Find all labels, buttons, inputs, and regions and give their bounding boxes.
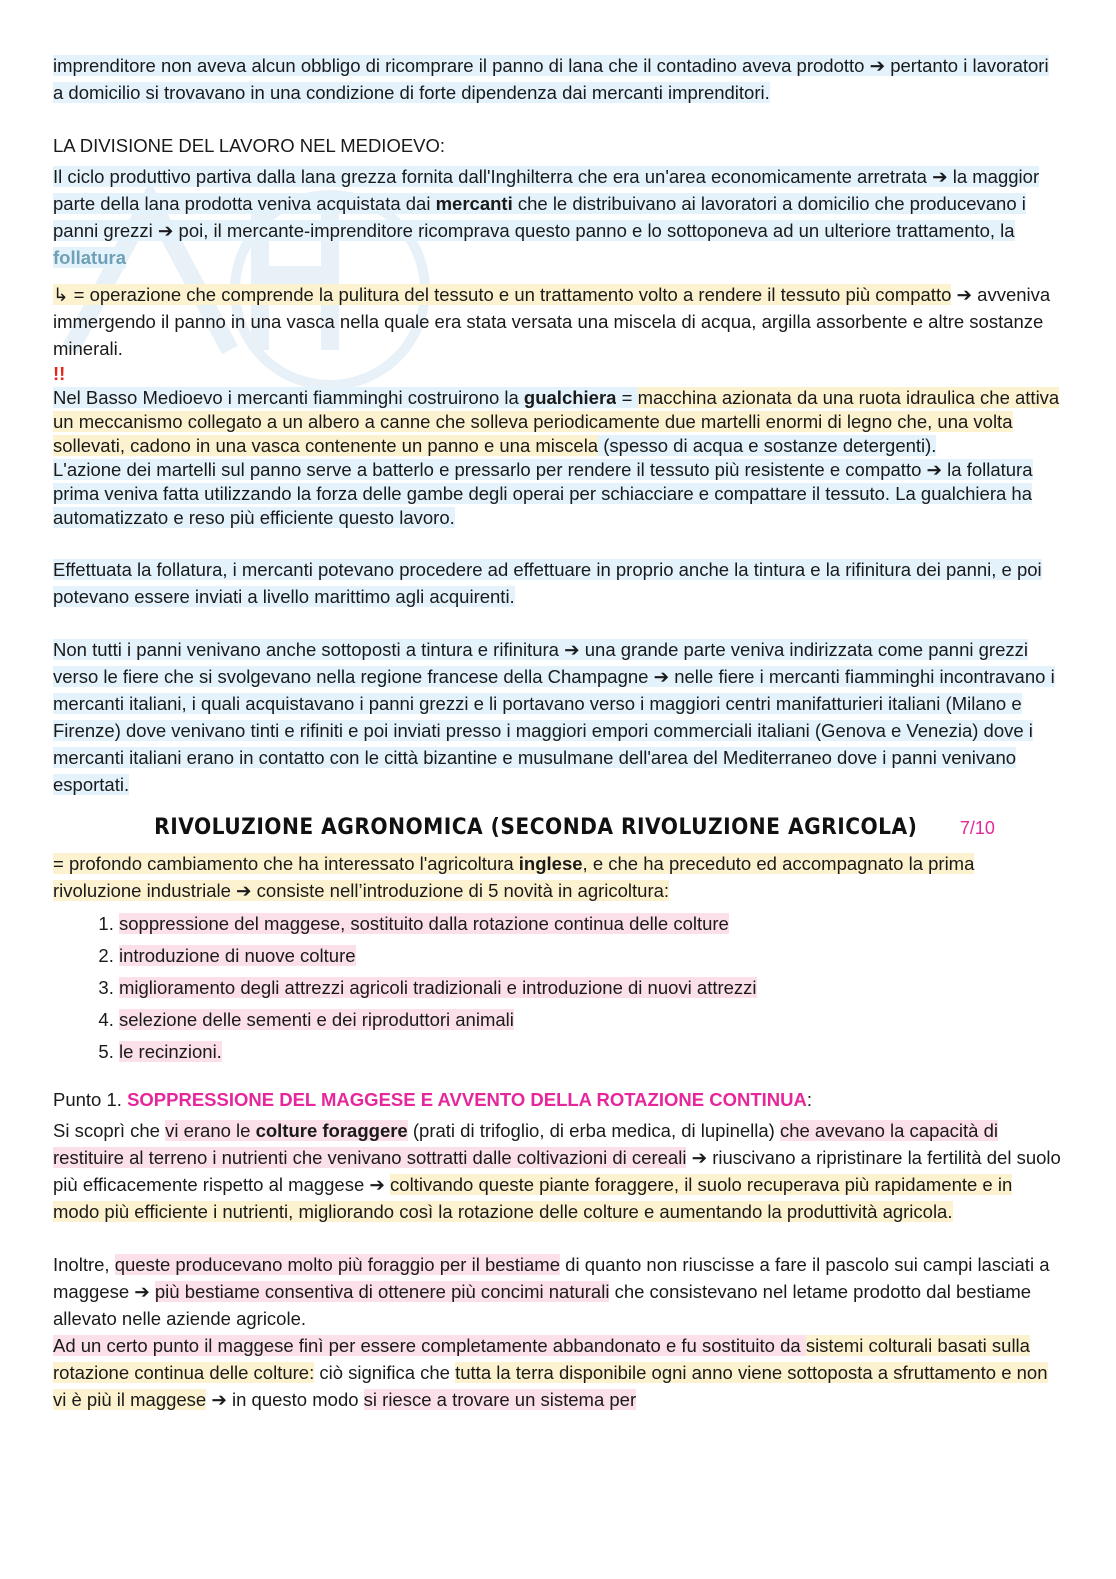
paragraph-tintura — [53, 556, 1063, 610]
list-item — [119, 972, 1063, 1004]
q2-text-d: più bestiame consentiva di ottenere più concimi naturali — [154, 1281, 610, 1302]
paragraph-rivoluzione-intro — [53, 850, 1063, 904]
gualchiera-text-a: Nel Basso Medioevo i mercanti fiamminghi costruirono la — [53, 387, 524, 408]
q3-text-e: ➔ in questo modo — [206, 1389, 364, 1410]
paragraph-ciclo-produttivo — [53, 163, 1063, 271]
tintura-text: Effettuata la follatura, i mercanti potevano procedere ad effettuare in proprio anche la tintura e la rifinitura dei panni, e poi potevano essere inviati a livello marittimo agli acquirenti. — [53, 559, 1042, 607]
q1-text-f: ➔ riuscivano a ripristinare la fertilità del suolo più efficacemente rispetto al maggese ➔ — [53, 1147, 1061, 1195]
q2-text-a: Inoltre, — [53, 1254, 115, 1275]
q1-text-e: che avevano la capacità di restituire al terreno i nutrienti che venivano sottratti dalle coltivazioni di cereali — [53, 1120, 999, 1168]
list-item-text: miglioramento degli attrezzi agricoli tradizionali e introduzione di nuovi attrezzi — [119, 977, 757, 998]
q2-text-b: queste producevano molto più foraggio per il bestiame — [114, 1254, 561, 1275]
list-item-text: soppressione del maggese, sostituito dalla rotazione continua delle colture — [119, 913, 729, 934]
q1-text-d: (prati di trifoglio, di erba medica, di lupinella) — [407, 1120, 780, 1141]
q2-text-c: di quanto non riuscisse a fare il pascolo sui campi lasciati a maggese ➔ — [53, 1254, 1050, 1302]
section-title — [53, 810, 1063, 846]
martelli-text: L'azione dei martelli sul panno serve a batterlo e pressarlo per rendere il tessuto più resistente e compatto ➔ la follatura prima veniva fatta utilizzando la forza delle gambe degli operai per schiacciare e compattare il tessuto. La gualchiera ha automatizzato e reso più efficiente questo lavoro. — [53, 459, 1033, 528]
gualchiera-equals: = — [616, 387, 638, 408]
ciclo-text-a: Il ciclo produttivo partiva dalla lana grezza fornita dall'Inghilterra che era un'area economicamente arretrata ➔ la maggior parte della lana prodotta veniva acquistata dai — [53, 166, 1040, 214]
punto-colon: : — [806, 1089, 812, 1110]
paragraph-rotazione — [53, 1332, 1063, 1413]
inglese-term: inglese — [518, 853, 583, 874]
paragraph-fiere — [53, 636, 1063, 798]
follatura-definition: ↳ = operazione che comprende la pulitura del tessuto e un trattamento volto a rendere il tessuto più compatto — [53, 284, 952, 305]
novita-list — [53, 908, 1063, 1068]
list-item — [119, 1036, 1063, 1068]
paragraph-martelli — [53, 458, 1063, 530]
list-item — [119, 908, 1063, 940]
mercanti-term: mercanti — [435, 193, 513, 214]
q1-text-a: Si scoprì che — [53, 1120, 166, 1141]
section-title-text: RIVOLUZIONE AGRONOMICA (SECONDA RIVOLUZIONE AGRICOLA) — [154, 815, 918, 840]
document-page — [53, 52, 1063, 1413]
q3-text-f: si riesce a trovare un sistema per — [363, 1389, 637, 1410]
paragraph-colture-foraggere — [53, 1117, 1063, 1225]
gualchiera-definition: macchina azionata da una ruota idraulica che attiva un meccanismo collegato a un albero a canne che solleva periodicamente due martelli enormi di legno che, una volta sollevati, cadono in una vasca contenente un panno e una miscela — [53, 387, 1060, 456]
punto-heading — [53, 1086, 1063, 1113]
list-item-text: selezione delle sementi e dei riproduttori animali — [119, 1009, 514, 1030]
follatura-term: follatura — [53, 247, 126, 268]
q2-text-e: che consistevano nel letame prodotto dal bestiame allevato nelle aziende agricole. — [53, 1281, 1032, 1329]
ciclo-text-c: che le distribuivano ai lavoratori a domicilio che producevano i panni grezzi ➔ poi, il mercante-imprenditore ricomprava questo panno e lo sottoponeva ad un ulteriore trattamento, la — [53, 193, 1026, 241]
follatura-process: ➔ avveniva immergendo il panno in una vasca nella quale era stata versata una miscela di acqua, argilla assorbente e altre sostanze minerali. — [53, 284, 1051, 359]
list-item — [119, 1004, 1063, 1036]
q3-text-c: ciò significa che — [314, 1362, 456, 1383]
q3-text-b: sistemi colturali basati sulla rotazione continua delle colture: — [53, 1335, 1030, 1383]
intro-text: imprenditore non aveva alcun obbligo di ricomprare il panno di lana che il contadino aveva prodotto ➔ pertanto i lavoratori a domicilio si trovavano in una condizione di forte dipendenza dai mercanti imprenditori. — [53, 55, 1049, 103]
list-item-text: le recinzioni. — [119, 1041, 222, 1062]
q1-text-g: coltivando queste piante foraggere, il suolo recuperava più rapidamente e in modo più efficiente i nutrienti, migliorando così la rotazione delle colture e aumentando la produttività agricola. — [53, 1174, 1013, 1222]
rivoluzione-intro-c: , e che ha preceduto ed accompagnato la prima rivoluzione industriale ➔ consiste nell’introduzione di 5 novità in agricoltura: — [53, 853, 975, 901]
q3-text-a: Ad un certo punto il maggese finì per essere completamente abbandonato e fu sostituito da — [53, 1335, 806, 1356]
paragraph-intro — [53, 52, 1063, 106]
exclamation-mark: !! — [53, 363, 66, 384]
punto-label: Punto 1. — [53, 1089, 128, 1110]
paragraph-foraggio — [53, 1251, 1063, 1332]
q3-text-d: tutta la terra disponibile ogni anno viene sottoposta a sfruttamento e non vi è più il maggese — [53, 1362, 1048, 1410]
paragraph-follatura-def — [53, 281, 1063, 362]
colture-foraggere-term: colture foraggere — [255, 1120, 408, 1141]
list-item-text: introduzione di nuove colture — [119, 945, 356, 966]
heading-divisione-lavoro: LA DIVISIONE DEL LAVORO NEL MEDIOEVO: — [53, 135, 446, 156]
rivoluzione-intro-a: = profondo cambiamento che ha interessato l'agricoltura — [53, 853, 519, 874]
punto-title: SOPPRESSIONE DEL MAGGESE E AVVENTO DELLA ROTAZIONE CONTINUA — [127, 1089, 807, 1110]
gualchiera-text-e: (spesso di acqua e sostanze detergenti). — [598, 435, 937, 456]
q1-text-b: vi erano le — [165, 1120, 256, 1141]
list-item — [119, 940, 1063, 972]
fiere-text: Non tutti i panni venivano anche sottoposti a tintura e rifinitura ➔ una grande parte veniva indirizzata come panni grezzi verso le fiere che si svolgevano nella regione francese della Champagne ➔ nelle fiere i mercanti fiamminghi incontravano i mercanti italiani, i quali acquistavano i panni grezzi e li portavano verso i maggiori centri manifatturieri italiani (Milano e Firenze) dove venivano tinti e rifiniti e poi inviati presso i maggiori empori commerciali italiani (Genova e Venezia) dove i mercanti italiani erano in contatto con le città bizantine e musulmane dell'area del Mediterraneo dove i panni venivano esportati. — [53, 639, 1055, 795]
section-score: 7/10 — [959, 818, 995, 838]
gualchiera-term: gualchiera — [523, 387, 617, 408]
paragraph-gualchiera — [53, 386, 1063, 458]
